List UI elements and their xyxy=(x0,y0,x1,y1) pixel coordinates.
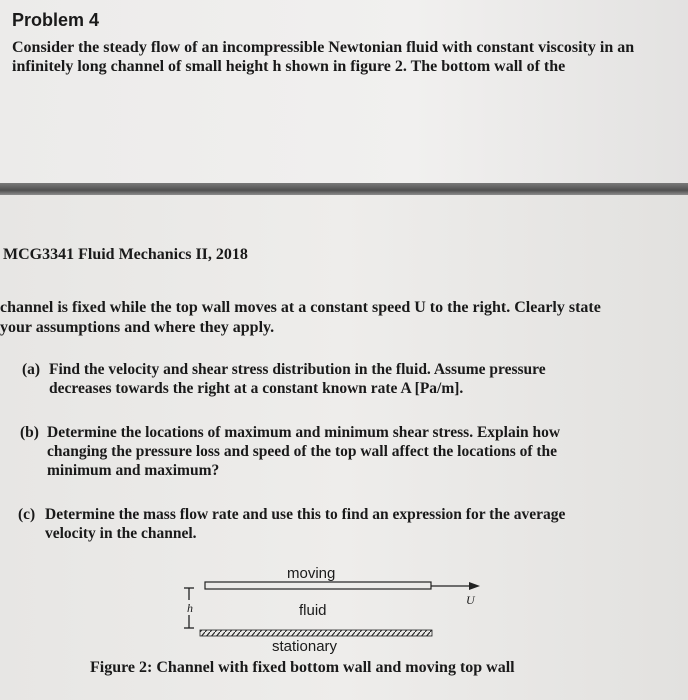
figure-caption: Figure 2: Channel with fixed bottom wall and moving top wall xyxy=(90,659,515,676)
part-c-line-1: Determine the mass flow rate and use this to find an expression for the average xyxy=(45,506,566,523)
moving-label: moving xyxy=(287,565,336,582)
part-b-text xyxy=(47,423,560,480)
stationary-bottom-wall xyxy=(200,630,432,636)
stationary-label: stationary xyxy=(272,638,338,655)
continuation-paragraph xyxy=(0,298,680,338)
part-a-line-1: Find the velocity and shear stress distribution in the fluid. Assume pressure xyxy=(49,361,546,378)
continuation-line-1: channel is fixed while the top wall moves at a constant speed U to the right. Clearly state xyxy=(0,299,601,316)
height-symbol: h xyxy=(187,601,193,615)
velocity-arrowhead xyxy=(469,582,480,590)
page-top-sheet xyxy=(0,0,688,183)
problem-title: Problem 4 xyxy=(12,10,100,30)
part-c-line-2: velocity in the channel. xyxy=(45,525,197,542)
fluid-label: fluid xyxy=(299,602,327,619)
part-b-line-3: minimum and maximum? xyxy=(47,462,220,479)
part-a-text xyxy=(49,360,546,398)
intro-paragraph: Consider the steady flow of an incompressible Newtonian fluid with constant viscosity in an infinitely long channel of small height h shown in figure 2. The bottom wall of the xyxy=(12,39,635,75)
part-c-label: (c) xyxy=(18,506,36,523)
part-c-text xyxy=(45,505,565,543)
part-b-line-2: changing the pressure loss and speed of the top wall affect the locations of the xyxy=(47,443,558,460)
channel-figure xyxy=(0,560,688,670)
part-a-line-2: decreases towards the right at a constant known rate A [Pa/m]. xyxy=(49,380,464,397)
course-header: MCG3341 Fluid Mechanics II, 2018 xyxy=(3,246,248,263)
part-a-label: (a) xyxy=(22,361,41,378)
velocity-symbol: U xyxy=(466,593,475,607)
part-b-label: (b) xyxy=(20,424,39,441)
moving-top-wall xyxy=(205,582,431,589)
continuation-line-2: your assumptions and where they apply. xyxy=(0,319,275,336)
part-b-line-1: Determine the locations of maximum and minimum shear stress. Explain how xyxy=(47,424,561,441)
page-divider xyxy=(0,183,688,195)
